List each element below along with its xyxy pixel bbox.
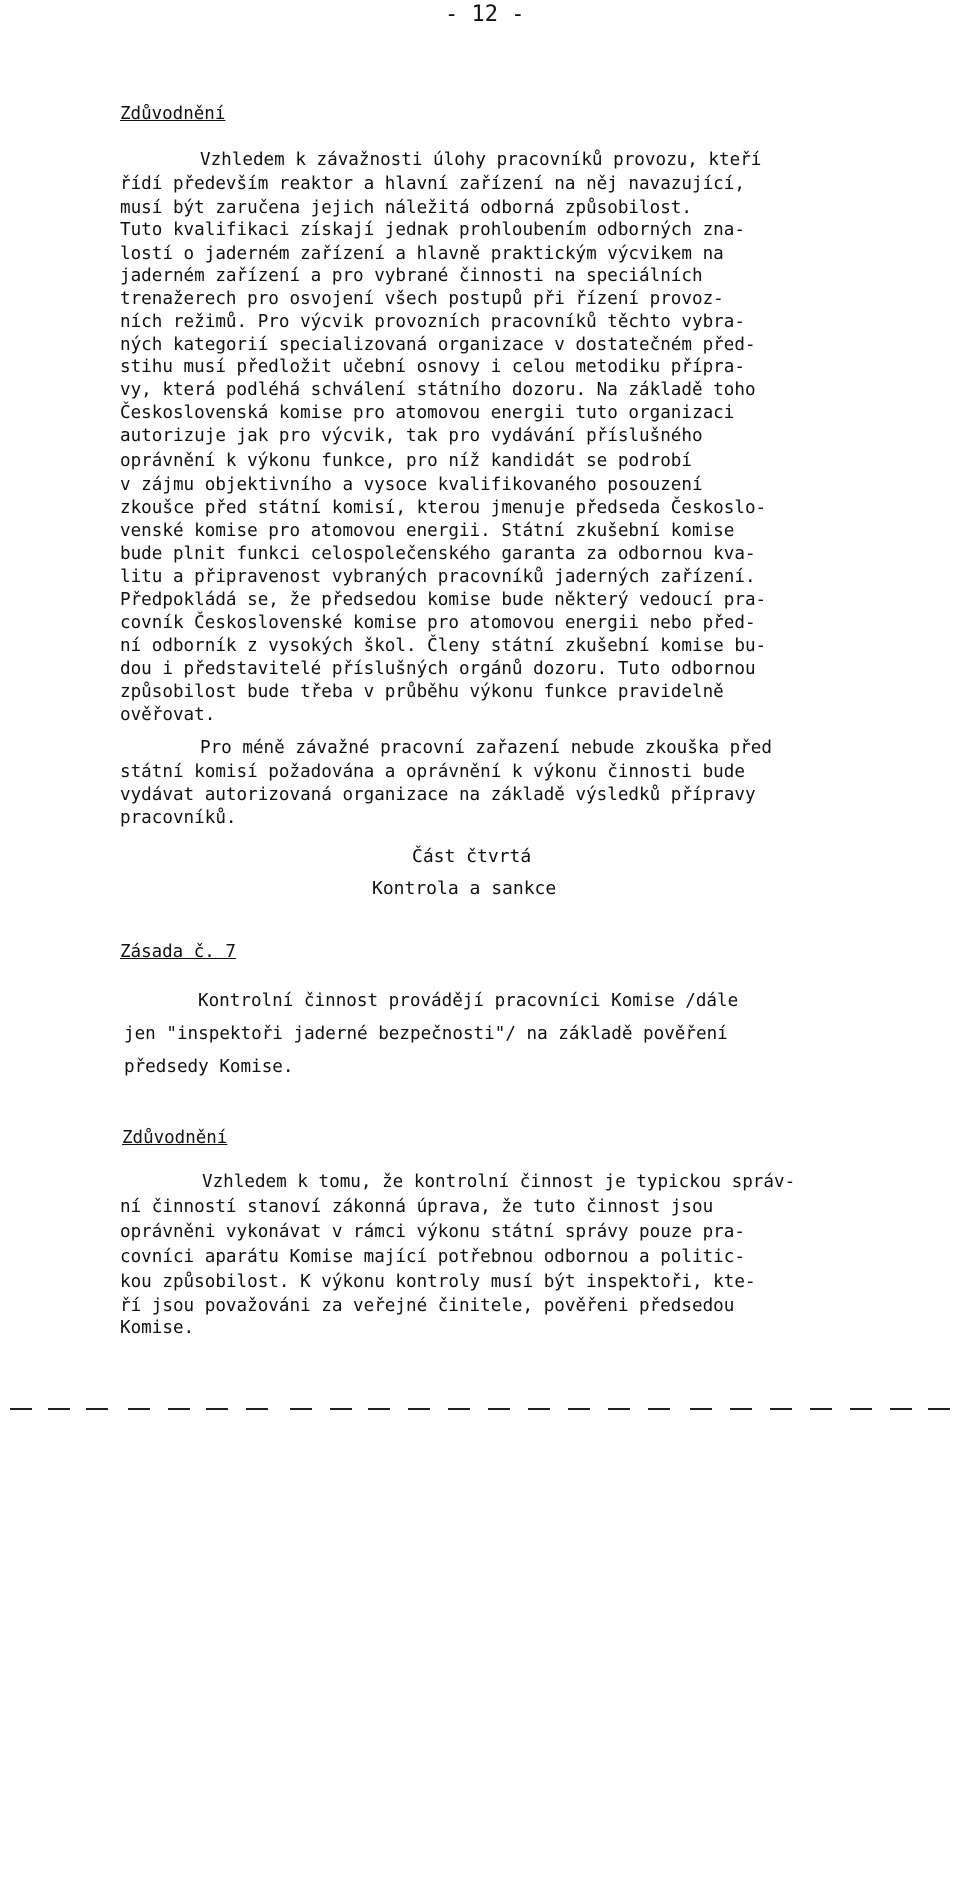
text-line: ověřovat. — [120, 705, 216, 725]
text-line: Kontrolní činnost provádějí pracovníci Komise /dále — [198, 991, 739, 1011]
text-line: venské komise pro atomovou energii. Státní zkušební komise — [120, 521, 735, 541]
text-line: řídí především reaktor a hlavní zařízení na něj navazující, — [120, 174, 745, 194]
text-line: předsedy Komise. — [124, 1057, 294, 1077]
text-line: Předpokládá se, že předsedou komise bude některý vedoucí pra- — [120, 590, 767, 610]
text-line: stihu musí předložit učební osnovy i celou metodiku přípra- — [120, 357, 745, 377]
text-line: litu a připravenost vybraných pracovníků jaderných zařízení. — [120, 567, 756, 587]
text-line: ní činností stanoví zákonná úprava, že tuto činnost jsou — [120, 1197, 714, 1217]
bottom-dashed-rule — [0, 1408, 960, 1416]
text-line: jen "inspektoři jaderné bezpečnosti"/ na základě pověření — [124, 1024, 728, 1044]
section-heading-zduvodneni-2: Zdůvodnění — [122, 1128, 228, 1148]
section-heading-zduvodneni: Zdůvodnění — [120, 104, 226, 124]
text-line: autorizuje jak pro výcvik, tak pro vydávání příslušného — [120, 426, 703, 446]
text-line: jaderném zařízení a pro vybrané činnosti na speciálních — [120, 266, 703, 286]
text-line: vydávat autorizovaná organizace na základě výsledků přípravy — [120, 785, 756, 805]
text-line: trenažerech pro osvojení všech postupů při řízení provoz- — [120, 289, 724, 309]
text-line: ní odborník z vysokých škol. Členy státní zkušební komise bu- — [120, 636, 767, 656]
part-subtitle: Kontrola a sankce — [372, 878, 557, 899]
text-line: způsobilost bude třeba v průběhu výkonu funkce pravidelně — [120, 682, 724, 702]
text-line: zkoušce před státní komisí, kterou jmenuje předseda Českoslo- — [120, 498, 767, 518]
text-line: kou způsobilost. K výkonu kontroly musí být inspektoři, kte- — [120, 1272, 756, 1292]
text-line: Vzhledem k tomu, že kontrolní činnost je typickou správ- — [202, 1172, 796, 1192]
text-line: Pro méně závažné pracovní zařazení nebude zkouška před — [200, 738, 772, 758]
text-line: Československá komise pro atomovou energii tuto organizaci — [120, 403, 735, 423]
text-line: covník Československé komise pro atomovou energii nebo před- — [120, 613, 756, 633]
text-line: Komise. — [120, 1318, 195, 1338]
text-line: pracovníků. — [120, 808, 237, 828]
principle-heading: Zásada č. 7 — [120, 942, 236, 962]
text-line: Vzhledem k závažnosti úlohy pracovníků provozu, kteří — [200, 150, 762, 170]
text-line: dou i představitelé příslušných orgánů dozoru. Tuto odbornou — [120, 659, 756, 679]
text-line: bude plnit funkci celospolečenského garanta za odbornou kva- — [120, 544, 756, 564]
text-line: Tuto kvalifikaci získají jednak prohloubením odborných zna- — [120, 220, 745, 240]
text-line: státní komisí požadována a oprávnění k výkonu činnosti bude — [120, 762, 745, 782]
part-title: Část čtvrtá — [412, 846, 532, 867]
text-line: vy, která podléhá schválení státního dozoru. Na základě toho — [120, 380, 756, 400]
text-line: v zájmu objektivního a vysoce kvalifikovaného posouzení — [120, 475, 703, 495]
text-line: covníci aparátu Komise mající potřebnou odbornou a politic- — [120, 1247, 745, 1267]
text-line: oprávněni vykonávat v rámci výkonu státní správy pouze pra- — [120, 1222, 745, 1242]
text-line: ných kategorií specializovaná organizace v dostatečném před- — [120, 335, 756, 355]
text-line: oprávnění k výkonu funkce, pro níž kandidát se podrobí — [120, 451, 692, 471]
text-line: musí být zaručena jejich náležitá odborná způsobilost. — [120, 198, 692, 218]
text-line: lostí o jaderném zařízení a hlavně praktickým výcvikem na — [120, 244, 724, 264]
page-number: - 12 - — [445, 2, 525, 27]
text-line: ních režimů. Pro výcvik provozních pracovníků těchto vybra- — [120, 312, 745, 332]
text-line: ří jsou považováni za veřejné činitele, pověřeni předsedou — [120, 1296, 735, 1316]
